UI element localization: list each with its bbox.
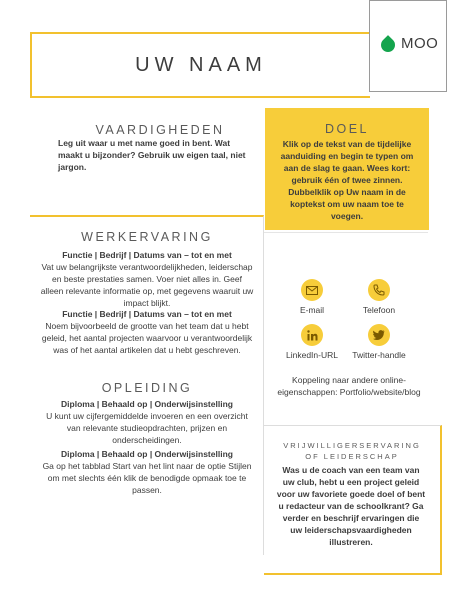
work-entry-heading[interactable]: Functie | Bedrijf | Datums van – tot en met [62, 309, 232, 319]
logo-text: MOO [401, 35, 439, 52]
twitter-label[interactable]: Twitter-handle [352, 350, 406, 360]
education-entry-heading[interactable]: Diploma | Behaald op | Onderwijsinstelling [61, 399, 233, 409]
name-title[interactable]: UW NAAM [135, 54, 267, 76]
name-header-box [30, 32, 370, 98]
twitter-icon [368, 324, 390, 346]
envelope-icon [301, 279, 323, 301]
education-entry-text[interactable]: U kunt uw cijfergemiddelde invoeren en een overzicht van relevante studieopdrachten, prijzen en onderscheidingen. [46, 411, 248, 445]
work-title: WERKERVARING [81, 230, 213, 244]
education-entry-text[interactable]: Ga op het tabblad Start van het lint naar de optie Stijlen om met slechts één klik de benodigde opmaak toe te passen. [42, 461, 252, 495]
divider [264, 232, 428, 233]
phone-icon [368, 279, 390, 301]
goal-text-2[interactable]: Dubbelklik op Uw naam in de koptekst om uw naam toe te voegen. [288, 187, 406, 221]
phone-label[interactable]: Telefoon [362, 305, 396, 315]
education-title: OPLEIDING [101, 381, 193, 395]
skills-text[interactable]: Leg uit waar u met name goed in bent. Wat maakt u bijzonder? Gebruik uw eigen taal, niet jargon. [58, 138, 246, 172]
email-label[interactable]: E-mail [299, 305, 325, 315]
work-entry-text[interactable]: Vat uw belangrijkste verantwoordelijkheden, leiderschap en beste prestaties samen. Voer niet alles in. Geef alleen relevante informatie op, met gegevens waaruit uw impact blijkt. [40, 262, 254, 308]
skills-title: VAARDIGHEDEN [95, 123, 225, 137]
volunteer-text[interactable]: Was u de coach van een team van uw club, hebt u een project geleid voor uw favoriete goede doel of bent u redacteur van de schoolkrant? Ga verder en beschrijf ervaringen die uw leiderschapsvaardigheden illustreren. [276, 465, 426, 547]
linkedin-label[interactable]: LinkedIn-URL [286, 350, 338, 360]
goal-text-1[interactable]: Klik op de tekst van de tijdelijke aanduiding en begin te typen om aan de slag te gaan. Wees kort: gebruik één of twee zinnen. [280, 139, 414, 185]
linkedin-icon [301, 324, 323, 346]
education-entry-heading[interactable]: Diploma | Behaald op | Onderwijsinstelling [61, 449, 233, 459]
work-entry-text[interactable]: Noem bijvoorbeeld de grootte van het team dat u hebt geleid, het aantal projecten waarvoor u verantwoordelijk was of het aantal artikelen dat u hebt geschreven. [41, 321, 253, 355]
goal-title: DOEL [324, 122, 370, 136]
volunteer-title: VRIJWILLIGERSERVARING OF LEIDERSCHAP [283, 441, 421, 461]
online-properties-text[interactable]: Koppeling naar andere online-eigenschappen: Portfolio/website/blog [277, 375, 421, 397]
work-entry-heading[interactable]: Functie | Bedrijf | Datums van – tot en met [62, 250, 232, 260]
